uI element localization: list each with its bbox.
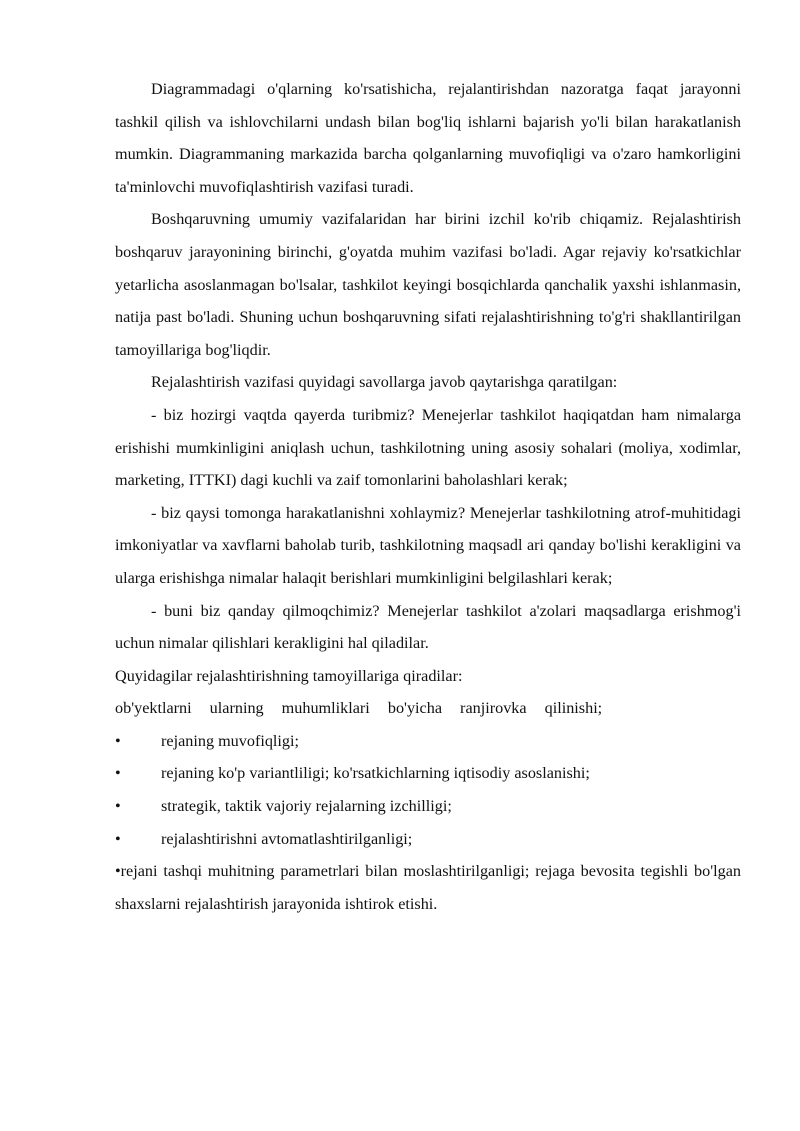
bullet-text: rejalashtirishni avtomatlashtirilganligi; xyxy=(161,829,413,848)
paragraph-ranking-objects: ob'yektlarni ularning muhumliklari bo'yicha ranjirovka qilinishi; xyxy=(115,699,603,718)
bullet-text: strategik, taktik vajoriy rejalarning izchilligi; xyxy=(161,797,452,816)
bullet-item xyxy=(115,790,741,823)
paragraph-final-principle: •rejani tashqi muhitning parametrlari bilan moslashtirilganligi; rejaga bevosita tegishli bo'lgan shaxslarni rejalashtirish jarayonida ishtirok etishi. xyxy=(115,862,741,913)
bullet-mark: • xyxy=(115,829,121,848)
bullet-text: rejaning muvofiqligi; xyxy=(161,731,300,750)
paragraph-diagram-arrows: Diagrammadagi o'qlarning ko'rsatishicha, rejalantirishdan nazoratga faqat jarayonni tashkil qilish va ishlovchilarni undash bilan bog'liq ishlarni bajarish yo'li bilan harakatlanish mumkin. Diagrammaning markazida barcha qolganlarning muvofiqligi va o'zaro hamkorligini ta'minlovchi muvofiqlashtirish vazifasi turadi. xyxy=(115,80,741,196)
dash-item-how-to-do: - buni biz qanday qilmoqchimiz? Menejerlar tashkilot a'zolari maqsadlarga erishmog'i uchun nimalar qilishlari kerakligini hal qiladilar. xyxy=(115,601,741,653)
bullet-text: rejaning ko'p variantliligi; ko'rsatkichlarning iqtisodiy asoslanishi; xyxy=(161,764,590,783)
paragraph-principles-intro: Quyidagilar rejalashtirishning tamoyillariga qiradilar: xyxy=(115,666,463,685)
bullet-item xyxy=(115,823,741,856)
paragraph-management-functions: Boshqaruvning umumiy vazifalaridan har birini izchil ko'rib chiqamiz. Rejalashtirish boshqaruv jarayonining birinchi, g'oyatda muhim vazifasi bo'ladi. Agar rejaviy ko'rsatkichlar yetarlicha asoslanmagan bo'lsalar, tashkilot keyingi bosqichlarda qanchalik yaxshi ishlanmasin, natija past bo'ladi. Shuning uchun boshqaruvning sifati rejalashtirishning to'g'ri shakllantirilgan tamoyillariga bog'liqdir. xyxy=(115,210,741,359)
paragraph-planning-questions-intro: Rejalashtirish vazifasi quyidagi savollarga javob qaytarishga qaratilgan: xyxy=(151,373,618,392)
bullet-mark: • xyxy=(115,797,121,816)
dash-item-where-to-go: - biz qaysi tomonga harakatlanishni xohlaymiz? Menejerlar tashkilotning atrof-muhitidagi imkoniyatlar va xavflarni baholab turib, tashkilotning maqsadl ari qanday bo'lishi kerakligini va ularga erishishga nimalar halaqit berishlari mumkinligini belgilashlari kerak; xyxy=(115,503,741,587)
bullet-item xyxy=(115,757,741,790)
bullet-item xyxy=(115,725,741,758)
bullet-mark: • xyxy=(115,764,121,783)
bullet-mark: • xyxy=(115,731,121,750)
dash-item-where-are-we: - biz hozirgi vaqtda qayerda turibmiz? Menejerlar tashkilot haqiqatdan ham nimalarga erishishi mumkinligini aniqlash uchun, tashkilotning uning asosiy sohalari (moliya, xodimlar, marketing, ITTKI) dagi kuchli va zaif tomonlarini baholashlari kerak; xyxy=(115,405,741,490)
document-page xyxy=(115,73,741,920)
